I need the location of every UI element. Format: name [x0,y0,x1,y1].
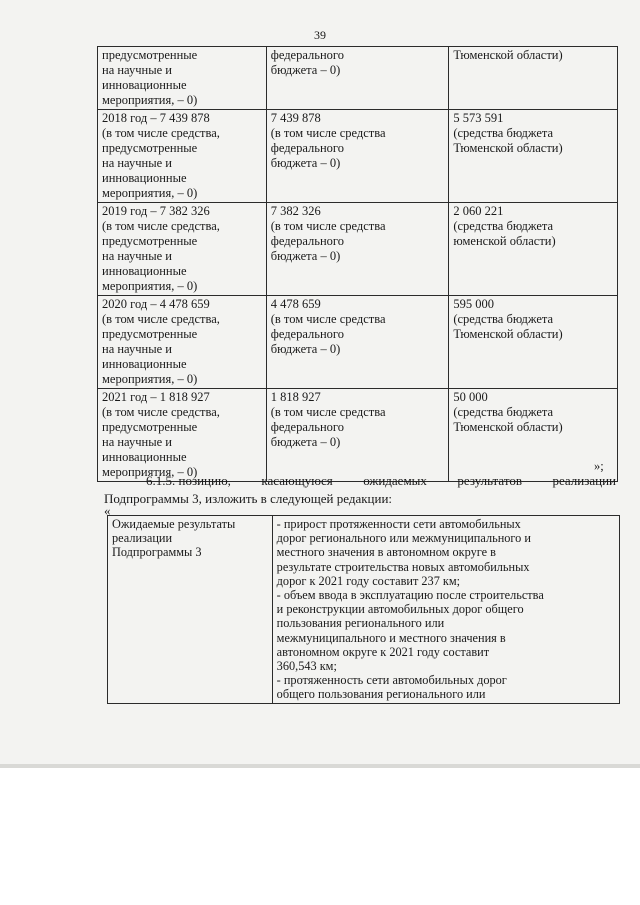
table-row [98,296,618,389]
paragraph-word: реализации [552,473,616,488]
scan-edge [0,764,640,768]
cell-line: мероприятия, – 0) [102,186,198,200]
cell-line: дорог регионального или межмуниципального и [276,531,531,546]
amendment-paragraph [104,472,616,508]
table-cell-c1 [98,203,267,296]
results-label-cell [108,516,273,704]
cell-line: (в том числе средства [270,126,386,140]
funding-table [97,46,618,482]
cell-line: - прирост протяженности сети автомобильных [276,517,521,531]
opening-quote-mark: « [104,503,111,518]
paragraph-line-1 [104,472,616,490]
cell-line: 4 478 659 [270,297,321,311]
cell-line: Тюменской области) [453,327,563,341]
paragraph-word: касающуюся [261,473,333,488]
cell-line: предусмотренные [102,234,198,248]
cell-line: (в том числе средства [270,219,386,233]
cell-line: Тюменской области) [453,48,563,62]
cell-line: инновационные [102,171,187,185]
cell-line: предусмотренные [102,141,198,155]
cell-line: инновационные [102,450,187,464]
cell-line: мероприятия, – 0) [102,279,198,293]
cell-line: (в том числе средства, [102,405,220,419]
cell-line: пользования регионального или [276,616,445,631]
cell-line: результате строительства новых автомобильных [276,559,530,574]
table-cell-c3 [449,389,618,482]
cell-line: на научные и [102,342,172,356]
cell-line: предусмотренные [102,420,198,434]
cell-line: реализации [112,531,173,546]
cell-line: 2018 год – 7 439 878 [102,111,210,125]
expected-results-table [107,515,620,704]
cell-line: (в том числе средства, [102,219,220,233]
cell-line: общего пользования регионального или [276,687,486,702]
cell-line: - объем ввода в эксплуатацию после строительства [276,588,544,603]
cell-line: мероприятия, – 0) [102,93,198,107]
cell-line: бюджета – 0) [270,156,341,170]
cell-line: Тюменской области) [453,420,563,434]
page-number: 39 [314,28,326,42]
cell-line: инновационные [102,357,187,371]
cell-line: Тюменской области) [453,141,563,155]
table-cell-c1 [98,110,267,203]
cell-line: федерального [270,141,344,155]
cell-line: 50 000 [453,390,488,404]
cell-line: 7 439 878 [270,111,321,125]
cell-line: 5 573 591 [453,111,504,125]
table-cell-c2 [266,389,449,482]
cell-line: автономном округе к 2021 году составит [276,644,490,659]
cell-line: (средства бюджета [453,405,554,419]
cell-line: (в том числе средства [270,312,386,326]
cell-line: бюджета – 0) [270,63,341,77]
cell-line: 2019 год – 7 382 326 [102,204,210,218]
table-cell-c3 [449,296,618,389]
paragraph-word: ожидаемых [363,473,427,488]
cell-line: бюджета – 0) [270,249,341,263]
cell-line: мероприятия, – 0) [102,372,198,386]
cell-line: дорог к 2021 году составит 237 км; [276,573,461,588]
cell-line: федерального [270,327,344,341]
cell-line: межмуниципального и местного значения в [276,630,506,645]
table-row [98,47,618,110]
cell-line: бюджета – 0) [270,435,341,449]
cell-line: бюджета – 0) [270,342,341,356]
cell-line: на научные и [102,435,172,449]
table-cell-c1 [98,47,267,110]
table-cell-c2 [266,47,449,110]
cell-line: инновационные [102,78,187,92]
cell-line: (в том числе средства, [102,312,220,326]
cell-line: 1 818 927 [270,390,321,404]
cell-line: Ожидаемые результаты [112,517,236,531]
table-cell-c3 [449,203,618,296]
cell-line: - протяженность сети автомобильных дорог [276,673,507,688]
table-cell-c3 [449,110,618,203]
table-cell-c2 [266,296,449,389]
cell-line: 595 000 [453,297,494,311]
paragraph-word: 6.1.5. позицию, [146,473,231,488]
table-row [108,516,620,704]
cell-line: на научные и [102,156,172,170]
cell-line: (средства бюджета [453,126,554,140]
cell-line: федерального [270,48,344,62]
table-cell-c3 [449,47,618,110]
cell-line: Подпрограммы 3 [112,545,202,560]
cell-line: мероприятия, – 0) [102,465,198,479]
cell-line: федерального [270,234,344,248]
cell-line: предусмотренные [102,327,198,341]
cell-line: на научные и [102,249,172,263]
cell-line: (в том числе средства, [102,126,220,140]
paragraph-line-2: Подпрограммы 3, изложить в следующей редакции: [104,491,393,506]
table-row [98,389,618,482]
cell-line: предусмотренные [102,48,198,62]
table-row [98,110,618,203]
paragraph-word: результатов [457,473,522,488]
cell-line: инновационные [102,264,187,278]
cell-line: 2020 год – 4 478 659 [102,297,210,311]
table-cell-c2 [266,203,449,296]
cell-line: 7 382 326 [270,204,321,218]
cell-line: и реконструкции автомобильных дорог общего [276,602,524,617]
cell-line: 2021 год – 1 818 927 [102,390,210,404]
cell-line: федерального [270,420,344,434]
cell-line: юменской области) [453,234,556,248]
cell-line: (средства бюджета [453,312,554,326]
results-content-cell [272,516,619,704]
cell-line: 360,543 км; [276,659,337,674]
cell-line: на научные и [102,63,172,77]
cell-line: местного значения в автономном округе в [276,545,496,560]
cell-line: (средства бюджета [453,219,554,233]
cell-line: (в том числе средства [270,405,386,419]
table-cell-c2 [266,110,449,203]
cell-line: 2 060 221 [453,204,504,218]
table-row [98,203,618,296]
table-cell-c1 [98,296,267,389]
table-cell-c1 [98,389,267,482]
closing-quote-mark: »; [594,459,604,473]
